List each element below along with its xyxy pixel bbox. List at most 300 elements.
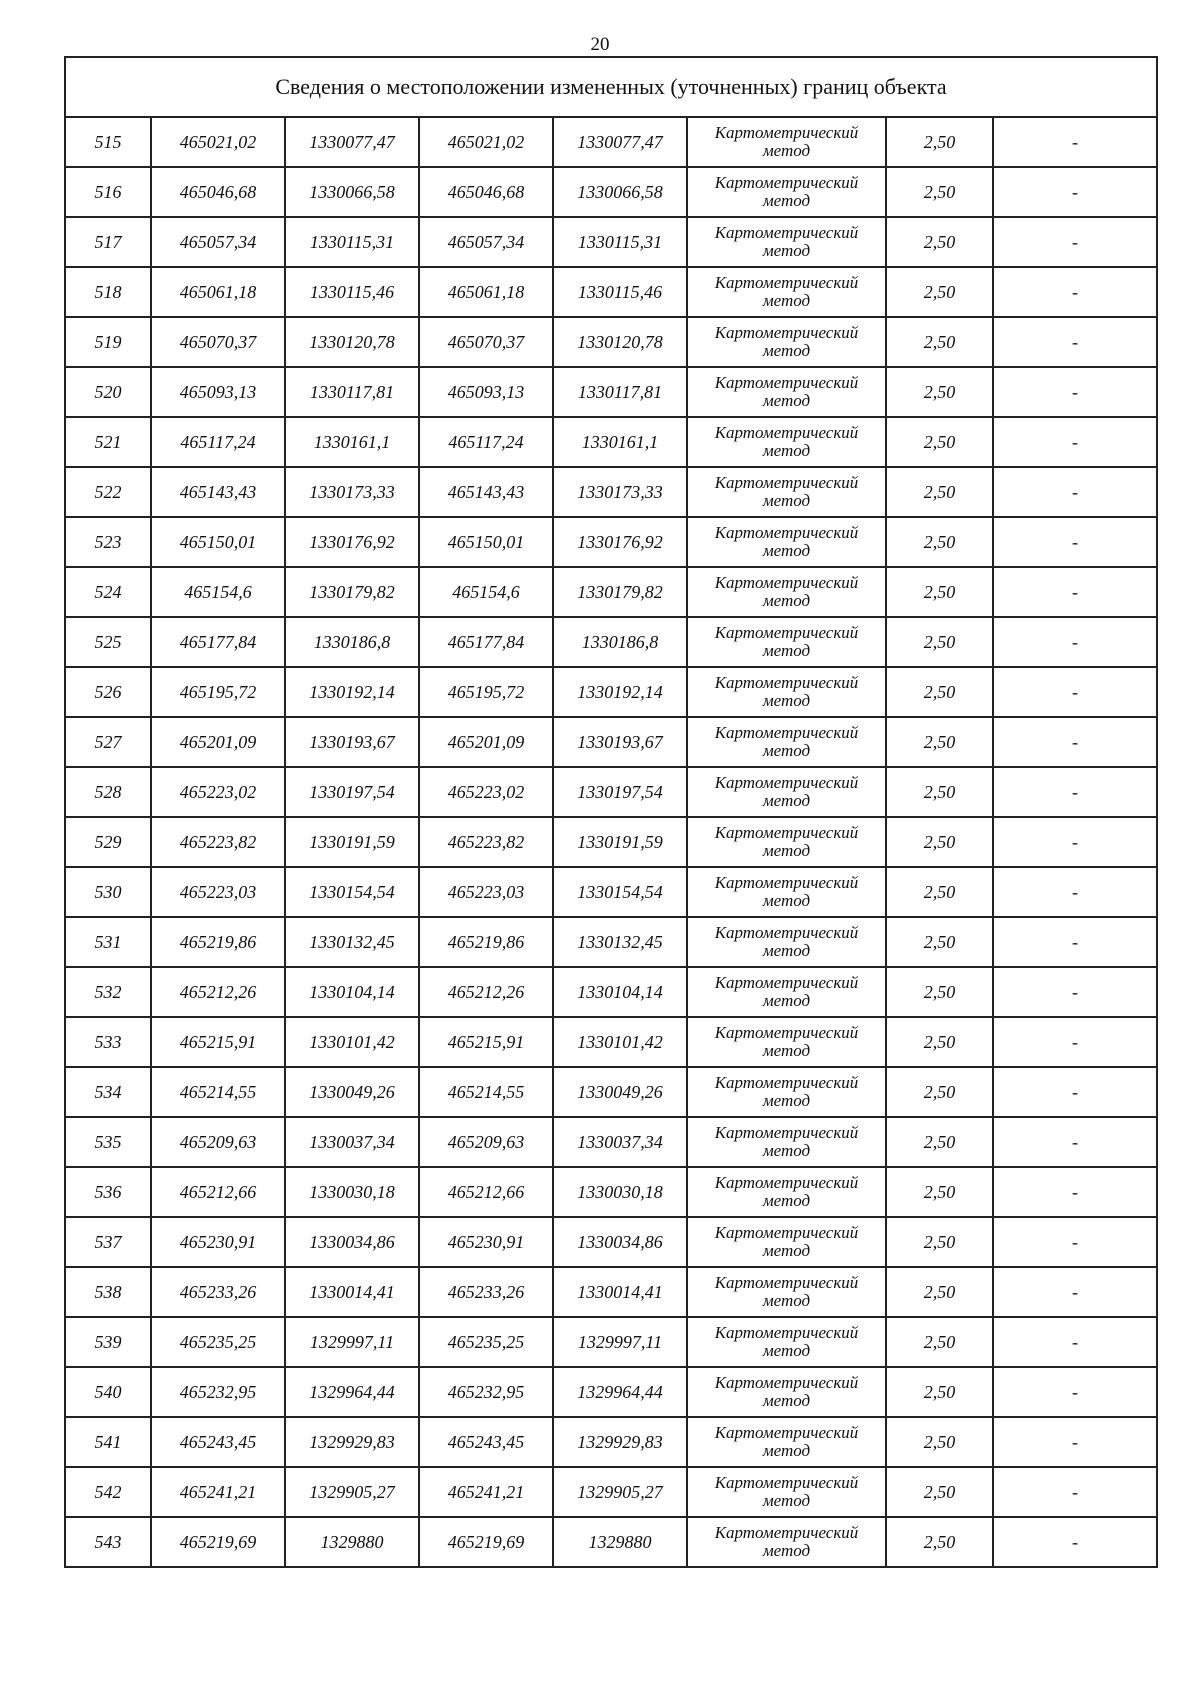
method-line1: Картометрический [714,1123,859,1143]
method-line1: Картометрический [714,173,859,193]
new-x-cell: 465117,24 [419,417,553,467]
method-line2: метод [762,391,811,410]
method-cell [687,767,886,817]
method-cell [687,1517,886,1567]
new-x-cell: 465057,34 [419,217,553,267]
old-x-cell: 465232,95 [151,1367,285,1417]
method-line1: Картометрический [714,1523,859,1543]
description-cell: - [993,817,1157,867]
method-line2: метод [762,241,811,260]
old-y-cell: 1330132,45 [285,917,419,967]
description-cell: - [993,1017,1157,1067]
method-line1: Картометрический [714,1023,859,1043]
table-title-row [65,57,1157,117]
method-line2: метод [762,841,811,860]
point-number-cell: 531 [65,917,151,967]
method-cell [687,317,886,367]
point-number-cell: 541 [65,1417,151,1467]
old-x-cell: 465212,26 [151,967,285,1017]
table-row [65,367,1157,417]
new-y-cell: 1330191,59 [553,817,687,867]
old-y-cell: 1330101,42 [285,1017,419,1067]
new-x-cell: 465046,68 [419,167,553,217]
table-row [65,767,1157,817]
new-y-cell: 1330066,58 [553,167,687,217]
method-line1: Картометрический [714,773,859,793]
new-x-cell: 465223,02 [419,767,553,817]
accuracy-cell: 2,50 [886,867,993,917]
table-row [65,1217,1157,1267]
accuracy-cell: 2,50 [886,1267,993,1317]
accuracy-cell: 2,50 [886,467,993,517]
point-number-cell: 533 [65,1017,151,1067]
method-line1: Картометрический [714,873,859,893]
description-cell: - [993,717,1157,767]
old-x-cell: 465212,66 [151,1167,285,1217]
description-cell: - [993,1517,1157,1567]
method-line2: метод [762,291,811,310]
method-cell [687,917,886,967]
method-cell [687,1317,886,1367]
description-cell: - [993,517,1157,567]
accuracy-cell: 2,50 [886,767,993,817]
method-line1: Картометрический [714,123,859,143]
method-cell [687,667,886,717]
new-y-cell: 1330193,67 [553,717,687,767]
new-x-cell: 465195,72 [419,667,553,717]
old-y-cell: 1329964,44 [285,1367,419,1417]
description-cell: - [993,1367,1157,1417]
new-y-cell: 1330034,86 [553,1217,687,1267]
method-cell [687,417,886,467]
description-cell: - [993,1317,1157,1367]
method-line1: Картометрический [714,273,859,293]
method-line1: Картометрический [714,973,859,993]
method-cell [687,1117,886,1167]
new-y-cell: 1330173,33 [553,467,687,517]
old-y-cell: 1330191,59 [285,817,419,867]
description-cell: - [993,1167,1157,1217]
method-line1: Картометрический [714,823,859,843]
new-y-cell: 1330104,14 [553,967,687,1017]
description-cell: - [993,967,1157,1017]
accuracy-cell: 2,50 [886,967,993,1017]
method-line2: метод [762,1391,811,1410]
method-line2: метод [762,1291,811,1310]
table-row [65,667,1157,717]
old-x-cell: 465150,01 [151,517,285,567]
accuracy-cell: 2,50 [886,367,993,417]
accuracy-cell: 2,50 [886,117,993,167]
old-x-cell: 465209,63 [151,1117,285,1167]
method-cell [687,367,886,417]
new-y-cell: 1330132,45 [553,917,687,967]
old-x-cell: 465177,84 [151,617,285,667]
method-cell [687,717,886,767]
point-number-cell: 527 [65,717,151,767]
method-line2: метод [762,1091,811,1110]
table-row [65,567,1157,617]
point-number-cell: 540 [65,1367,151,1417]
old-x-cell: 465117,24 [151,417,285,467]
description-cell: - [993,917,1157,967]
new-x-cell: 465061,18 [419,267,553,317]
new-y-cell: 1329929,83 [553,1417,687,1467]
table-row [65,1467,1157,1517]
old-x-cell: 465223,02 [151,767,285,817]
method-line2: метод [762,1191,811,1210]
old-x-cell: 465215,91 [151,1017,285,1067]
new-x-cell: 465212,66 [419,1167,553,1217]
new-y-cell: 1330197,54 [553,767,687,817]
method-line1: Картометрический [714,673,859,693]
method-line2: метод [762,641,811,660]
new-y-cell: 1330077,47 [553,117,687,167]
table-row [65,517,1157,567]
method-line2: метод [762,1041,811,1060]
table-row [65,967,1157,1017]
new-y-cell: 1329905,27 [553,1467,687,1517]
old-x-cell: 465057,34 [151,217,285,267]
method-line2: метод [762,891,811,910]
description-cell: - [993,117,1157,167]
new-x-cell: 465154,6 [419,567,553,617]
method-cell [687,1167,886,1217]
table-row [65,467,1157,517]
description-cell: - [993,567,1157,617]
new-y-cell: 1330186,8 [553,617,687,667]
old-y-cell: 1330154,54 [285,867,419,917]
accuracy-cell: 2,50 [886,1367,993,1417]
page-number: 20 [590,34,610,55]
new-y-cell: 1330161,1 [553,417,687,467]
old-y-cell: 1330115,46 [285,267,419,317]
old-y-cell: 1330115,31 [285,217,419,267]
new-y-cell: 1330115,31 [553,217,687,267]
description-cell: - [993,1267,1157,1317]
old-y-cell: 1329997,11 [285,1317,419,1367]
new-y-cell: 1330117,81 [553,367,687,417]
old-x-cell: 465195,72 [151,667,285,717]
old-y-cell: 1330117,81 [285,367,419,417]
table-row [65,1067,1157,1117]
method-line1: Картометрический [714,223,859,243]
old-x-cell: 465223,03 [151,867,285,917]
accuracy-cell: 2,50 [886,1017,993,1067]
old-y-cell: 1330192,14 [285,667,419,717]
old-x-cell: 465230,91 [151,1217,285,1267]
old-x-cell: 465241,21 [151,1467,285,1517]
table-row [65,1017,1157,1067]
new-y-cell: 1330014,41 [553,1267,687,1317]
new-x-cell: 465177,84 [419,617,553,667]
old-x-cell: 465061,18 [151,267,285,317]
new-y-cell: 1329997,11 [553,1317,687,1367]
new-x-cell: 465235,25 [419,1317,553,1367]
point-number-cell: 519 [65,317,151,367]
new-x-cell: 465215,91 [419,1017,553,1067]
new-x-cell: 465201,09 [419,717,553,767]
description-cell: - [993,1067,1157,1117]
method-line1: Картометрический [714,1223,859,1243]
new-x-cell: 465223,03 [419,867,553,917]
method-cell [687,217,886,267]
old-x-cell: 465143,43 [151,467,285,517]
method-line2: метод [762,1541,811,1560]
method-line1: Картометрический [714,1173,859,1193]
new-x-cell: 465070,37 [419,317,553,367]
description-cell: - [993,267,1157,317]
table-row [65,1117,1157,1167]
table-row [65,267,1157,317]
table-row [65,717,1157,767]
method-cell [687,167,886,217]
old-y-cell: 1330179,82 [285,567,419,617]
new-y-cell: 1330120,78 [553,317,687,367]
method-line1: Картометрический [714,323,859,343]
accuracy-cell: 2,50 [886,567,993,617]
method-line2: метод [762,691,811,710]
method-cell [687,467,886,517]
accuracy-cell: 2,50 [886,217,993,267]
old-x-cell: 465243,45 [151,1417,285,1467]
point-number-cell: 539 [65,1317,151,1367]
method-cell [687,1367,886,1417]
table-row [65,917,1157,967]
method-line1: Картометрический [714,1073,859,1093]
point-number-cell: 521 [65,417,151,467]
method-line2: метод [762,991,811,1010]
accuracy-cell: 2,50 [886,917,993,967]
accuracy-cell: 2,50 [886,1217,993,1267]
accuracy-cell: 2,50 [886,267,993,317]
accuracy-cell: 2,50 [886,1517,993,1567]
description-cell: - [993,417,1157,467]
table-row [65,867,1157,917]
old-x-cell: 465214,55 [151,1067,285,1117]
point-number-cell: 534 [65,1067,151,1117]
new-x-cell: 465232,95 [419,1367,553,1417]
method-line1: Картометрический [714,623,859,643]
old-y-cell: 1330161,1 [285,417,419,467]
table-row [65,1517,1157,1567]
method-cell [687,1217,886,1267]
method-line2: метод [762,441,811,460]
method-cell [687,617,886,667]
point-number-cell: 524 [65,567,151,617]
new-x-cell: 465021,02 [419,117,553,167]
description-cell: - [993,1217,1157,1267]
method-line2: метод [762,1441,811,1460]
method-line1: Картометрический [714,473,859,493]
method-cell [687,817,886,867]
old-x-cell: 465154,6 [151,567,285,617]
old-y-cell: 1330173,33 [285,467,419,517]
new-y-cell: 1329964,44 [553,1367,687,1417]
table-row [65,1267,1157,1317]
new-y-cell: 1330179,82 [553,567,687,617]
point-number-cell: 526 [65,667,151,717]
method-cell [687,567,886,617]
method-line1: Картометрический [714,373,859,393]
new-x-cell: 465230,91 [419,1217,553,1267]
old-x-cell: 465223,82 [151,817,285,867]
point-number-cell: 543 [65,1517,151,1567]
old-y-cell: 1330049,26 [285,1067,419,1117]
method-line2: метод [762,491,811,510]
old-y-cell: 1330066,58 [285,167,419,217]
method-line1: Картометрический [714,573,859,593]
old-x-cell: 465201,09 [151,717,285,767]
old-x-cell: 465093,13 [151,367,285,417]
old-y-cell: 1329905,27 [285,1467,419,1517]
table-row [65,1167,1157,1217]
description-cell: - [993,867,1157,917]
method-cell [687,1417,886,1467]
old-x-cell: 465219,86 [151,917,285,967]
new-y-cell: 1330115,46 [553,267,687,317]
point-number-cell: 530 [65,867,151,917]
method-line1: Картометрический [714,1373,859,1393]
point-number-cell: 529 [65,817,151,867]
accuracy-cell: 2,50 [886,617,993,667]
method-line2: метод [762,1141,811,1160]
point-number-cell: 518 [65,267,151,317]
point-number-cell: 523 [65,517,151,567]
table-row [65,117,1157,167]
method-cell [687,1017,886,1067]
accuracy-cell: 2,50 [886,1467,993,1517]
method-line2: метод [762,541,811,560]
method-cell [687,117,886,167]
method-line2: метод [762,1241,811,1260]
new-y-cell: 1329880 [553,1517,687,1567]
method-line1: Картометрический [714,923,859,943]
table-row [65,217,1157,267]
table-row [65,167,1157,217]
description-cell: - [993,1417,1157,1467]
new-y-cell: 1330154,54 [553,867,687,917]
method-line2: метод [762,1491,811,1510]
method-line2: метод [762,791,811,810]
description-cell: - [993,317,1157,367]
new-x-cell: 465093,13 [419,367,553,417]
accuracy-cell: 2,50 [886,1117,993,1167]
table-row [65,1367,1157,1417]
table-row [65,1417,1157,1467]
accuracy-cell: 2,50 [886,1317,993,1367]
new-x-cell: 465219,69 [419,1517,553,1567]
old-y-cell: 1330014,41 [285,1267,419,1317]
method-line2: метод [762,1341,811,1360]
description-cell: - [993,617,1157,667]
table-title: Сведения о местоположении измененных (уточненных) границ объекта [65,57,1157,117]
method-line2: метод [762,341,811,360]
method-line2: метод [762,941,811,960]
old-y-cell: 1330030,18 [285,1167,419,1217]
point-number-cell: 516 [65,167,151,217]
point-number-cell: 517 [65,217,151,267]
accuracy-cell: 2,50 [886,817,993,867]
method-line1: Картометрический [714,723,859,743]
accuracy-cell: 2,50 [886,717,993,767]
point-number-cell: 528 [65,767,151,817]
new-x-cell: 465219,86 [419,917,553,967]
point-number-cell: 525 [65,617,151,667]
method-line2: метод [762,191,811,210]
new-y-cell: 1330192,14 [553,667,687,717]
new-x-cell: 465214,55 [419,1067,553,1117]
old-y-cell: 1330120,78 [285,317,419,367]
old-x-cell: 465235,25 [151,1317,285,1367]
accuracy-cell: 2,50 [886,167,993,217]
new-x-cell: 465223,82 [419,817,553,867]
method-line2: метод [762,741,811,760]
old-y-cell: 1329880 [285,1517,419,1567]
point-number-cell: 536 [65,1167,151,1217]
old-y-cell: 1330037,34 [285,1117,419,1167]
new-x-cell: 465243,45 [419,1417,553,1467]
method-line1: Картометрический [714,1423,859,1443]
new-y-cell: 1330037,34 [553,1117,687,1167]
method-line1: Картометрический [714,523,859,543]
description-cell: - [993,667,1157,717]
table-row [65,417,1157,467]
point-number-cell: 535 [65,1117,151,1167]
new-x-cell: 465233,26 [419,1267,553,1317]
new-y-cell: 1330176,92 [553,517,687,567]
method-line1: Картометрический [714,1273,859,1293]
description-cell: - [993,1467,1157,1517]
accuracy-cell: 2,50 [886,317,993,367]
table-row [65,817,1157,867]
method-line1: Картометрический [714,423,859,443]
method-line1: Картометрический [714,1473,859,1493]
point-number-cell: 520 [65,367,151,417]
point-number-cell: 522 [65,467,151,517]
old-y-cell: 1330034,86 [285,1217,419,1267]
description-cell: - [993,167,1157,217]
new-y-cell: 1330030,18 [553,1167,687,1217]
new-y-cell: 1330049,26 [553,1067,687,1117]
point-number-cell: 537 [65,1217,151,1267]
old-y-cell: 1330077,47 [285,117,419,167]
method-line2: метод [762,591,811,610]
new-x-cell: 465212,26 [419,967,553,1017]
method-cell [687,867,886,917]
accuracy-cell: 2,50 [886,667,993,717]
table-row [65,617,1157,667]
description-cell: - [993,367,1157,417]
method-cell [687,1067,886,1117]
method-cell [687,267,886,317]
new-x-cell: 465241,21 [419,1467,553,1517]
old-x-cell: 465046,68 [151,167,285,217]
method-line2: метод [762,141,811,160]
accuracy-cell: 2,50 [886,1067,993,1117]
method-line1: Картометрический [714,1323,859,1343]
new-y-cell: 1330101,42 [553,1017,687,1067]
old-x-cell: 465021,02 [151,117,285,167]
old-x-cell: 465219,69 [151,1517,285,1567]
old-y-cell: 1330176,92 [285,517,419,567]
old-y-cell: 1330186,8 [285,617,419,667]
old-x-cell: 465233,26 [151,1267,285,1317]
description-cell: - [993,217,1157,267]
old-x-cell: 465070,37 [151,317,285,367]
point-number-cell: 532 [65,967,151,1017]
method-cell [687,967,886,1017]
